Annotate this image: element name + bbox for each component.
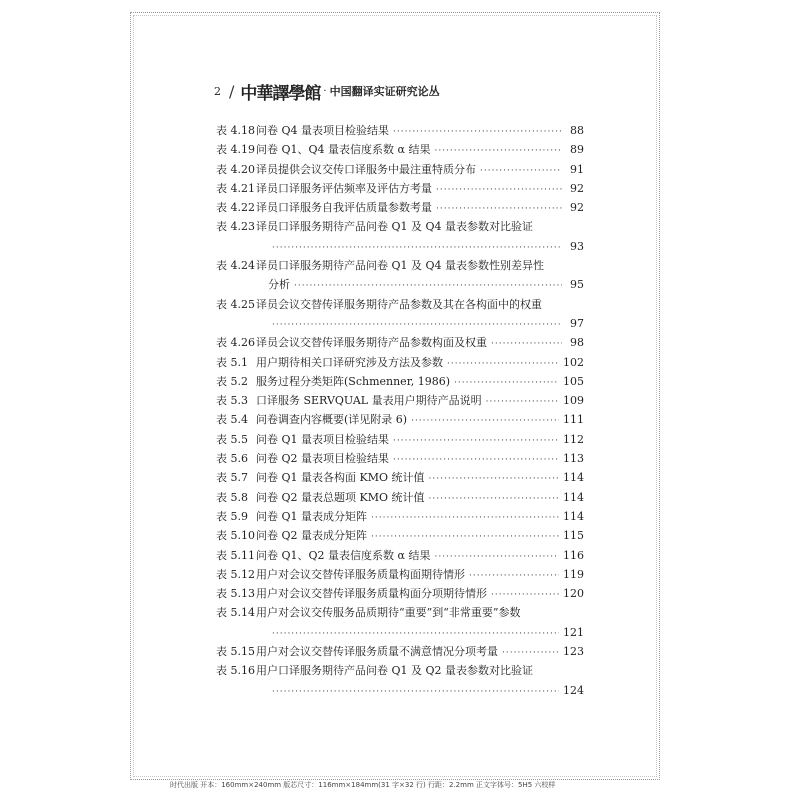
toc-entry[interactable] (216, 603, 584, 622)
toc-entry[interactable] (216, 546, 584, 565)
entry-title: 译员会议交替传译服务期待产品参数及其在各构面中的权重 (256, 297, 542, 311)
page-ref: 121 (563, 625, 584, 639)
entry-title: 用户对会议交传服务品质期待“重要”到“非常重要”参数 (256, 606, 521, 620)
toc-entry[interactable] (216, 140, 584, 159)
entry-title: 问卷 Q1、Q4 量表信度系数 α 结果 (256, 143, 431, 157)
dot-leader (480, 162, 562, 181)
entry-number: 表 5.10 (216, 529, 255, 543)
page-ref: 105 (563, 374, 584, 388)
entry-title: 用户口译服务期待产品问卷 Q1 及 Q2 量表参数对比验证 (256, 664, 534, 678)
entry-title: 问卷调查内容概要(详见附录 6) (256, 413, 408, 427)
entry-number: 表 5.15 (216, 645, 255, 659)
entry-title: 用户对会议交替传译服务质量构面分项期待情形 (256, 587, 487, 601)
dot-leader (429, 470, 559, 489)
dot-leader (436, 181, 562, 200)
print-spec-footer: 时代出版 开本：160mm×240mm 版芯尺寸：116mm×184mm(31 字×32 行) 行距：2.2mm 正文字体号：5H5 六校样 (170, 781, 556, 789)
toc-entry[interactable] (216, 430, 584, 449)
entry-number: 表 5.16 (216, 664, 255, 678)
table-list (216, 121, 584, 700)
entry-number: 表 5.3 (216, 394, 248, 408)
entry-title: 问卷 Q2 量表项目检验结果 (256, 452, 390, 466)
page-ref: 92 (570, 181, 584, 195)
page-ref: 111 (563, 413, 584, 427)
entry-number: 表 5.13 (216, 587, 255, 601)
page-ref: 98 (570, 336, 584, 350)
dot-leader (371, 509, 559, 528)
entry-number: 表 4.22 (216, 201, 255, 215)
toc-entry-continuation (216, 623, 584, 642)
page-ref: 95 (570, 278, 584, 292)
toc-entry[interactable] (216, 179, 584, 198)
page-ref: 114 (563, 509, 584, 523)
entry-number: 表 4.20 (216, 162, 255, 176)
toc-entry[interactable] (216, 217, 584, 236)
entry-number: 表 5.1 (216, 355, 248, 369)
toc-entry[interactable] (216, 256, 584, 275)
dot-leader (486, 393, 559, 412)
entry-title: 问卷 Q2 量表总题项 KMO 统计值 (256, 490, 425, 504)
toc-entry[interactable] (216, 565, 584, 584)
page-ref: 113 (563, 452, 584, 466)
dot-leader (393, 432, 559, 451)
dot-leader (491, 335, 562, 354)
toc-entry[interactable] (216, 584, 584, 603)
entry-number: 表 5.4 (216, 413, 248, 427)
entry-title: 译员口译服务评估频率及评估方考量 (256, 181, 432, 195)
toc-entry-continuation (216, 237, 584, 256)
entry-title: 译员口译服务自我评估质量参数考量 (256, 201, 432, 215)
entry-title: 问卷 Q2 量表成分矩阵 (256, 529, 368, 543)
series-title: 中国翻译实证研究论丛 (329, 85, 440, 98)
entry-number: 表 5.6 (216, 452, 248, 466)
entry-number: 表 4.24 (216, 259, 255, 273)
entry-title: 服务过程分类矩阵(Schmenner, 1986) (256, 374, 451, 388)
running-head (214, 80, 440, 102)
toc-entry[interactable] (216, 410, 584, 429)
page-ref: 115 (563, 529, 584, 543)
entry-number: 表 4.26 (216, 336, 255, 350)
entry-title-continued: 分析 (268, 278, 290, 292)
toc-entry[interactable] (216, 488, 584, 507)
entry-title: 用户对会议交替传译服务质量构面期待情形 (256, 567, 465, 581)
page-ref: 97 (570, 316, 584, 330)
toc-entry[interactable] (216, 333, 584, 352)
toc-entry[interactable] (216, 507, 584, 526)
page-ref: 109 (563, 394, 584, 408)
toc-entry[interactable] (216, 642, 584, 661)
page-ref: 88 (570, 124, 584, 137)
entry-number: 表 5.14 (216, 606, 255, 620)
toc-entry[interactable] (216, 526, 584, 545)
page-ref: 112 (563, 432, 584, 446)
entry-title: 用户期待相关口译研究涉及方法及参数 (256, 355, 443, 369)
toc-entry[interactable] (216, 121, 584, 140)
toc-entry-continuation (216, 314, 584, 333)
toc-entry[interactable] (216, 661, 584, 680)
brand-logo: 中華譯學館 (240, 83, 321, 104)
entry-title: 译员会议交替传译服务期待产品参数构面及权重 (256, 336, 487, 350)
entry-title: 问卷 Q1 量表项目检验结果 (256, 432, 390, 446)
entry-number: 表 5.8 (216, 490, 248, 504)
entry-title: 问卷 Q1、Q2 量表信度系数 α 结果 (256, 548, 431, 562)
entry-number: 表 5.9 (216, 509, 248, 523)
entry-number: 表 5.7 (216, 471, 248, 485)
entry-number: 表 4.18 (216, 124, 255, 137)
dot-leader (411, 412, 559, 431)
divider-slash: / (229, 81, 235, 101)
toc-entry-continuation (216, 275, 584, 294)
dot-leader (447, 355, 559, 374)
page-number: 2 (214, 84, 221, 98)
page-ref: 123 (563, 645, 584, 659)
page-ref: 89 (570, 143, 584, 157)
dot-leader (429, 490, 559, 509)
entry-title: 译员提供会议交传口译服务中最注重特质分布 (256, 162, 476, 176)
entry-number: 表 4.19 (216, 143, 255, 157)
entry-title: 用户对会议交替传译服务质量不满意情况分项考量 (256, 645, 498, 659)
page-ref: 93 (570, 239, 584, 253)
toc-entry[interactable] (216, 198, 584, 217)
page-ref: 102 (563, 355, 584, 369)
toc-entry[interactable] (216, 353, 584, 372)
page-ref: 120 (563, 587, 584, 601)
toc-entry[interactable] (216, 160, 584, 179)
page-ref: 116 (563, 548, 584, 562)
entry-title: 译员口译服务期待产品问卷 Q1 及 Q4 量表参数对比验证 (256, 220, 534, 234)
entry-number: 表 4.21 (216, 181, 255, 195)
entry-title: 问卷 Q1 量表成分矩阵 (256, 509, 368, 523)
entry-title: 问卷 Q4 量表项目检验结果 (256, 124, 390, 137)
entry-number: 表 5.11 (216, 548, 255, 562)
entry-title: 译员口译服务期待产品问卷 Q1 及 Q4 量表参数性别差异性 (256, 259, 545, 273)
separator-dot: · (323, 85, 327, 97)
toc-entry[interactable] (216, 372, 584, 391)
page-ref: 124 (563, 683, 584, 697)
dot-leader (272, 683, 559, 702)
entry-number: 表 4.25 (216, 297, 255, 311)
toc-entry[interactable] (216, 391, 584, 410)
page-ref: 92 (570, 201, 584, 215)
toc-entry[interactable] (216, 449, 584, 468)
entry-number: 表 5.12 (216, 567, 255, 581)
page-ref: 114 (563, 490, 584, 504)
entry-title: 问卷 Q1 量表各构面 KMO 统计值 (256, 471, 425, 485)
toc-entry[interactable] (216, 295, 584, 314)
toc-entry[interactable] (216, 468, 584, 487)
page-ref: 119 (563, 567, 584, 581)
entry-number: 表 5.5 (216, 432, 248, 446)
page-ref: 91 (570, 162, 584, 176)
entry-title: 口译服务 SERVQUAL 量表用户期待产品说明 (256, 394, 482, 408)
toc-entry-continuation (216, 681, 584, 700)
entry-number: 表 5.2 (216, 374, 248, 388)
page-ref: 114 (563, 471, 584, 485)
entry-number: 表 4.23 (216, 220, 255, 234)
